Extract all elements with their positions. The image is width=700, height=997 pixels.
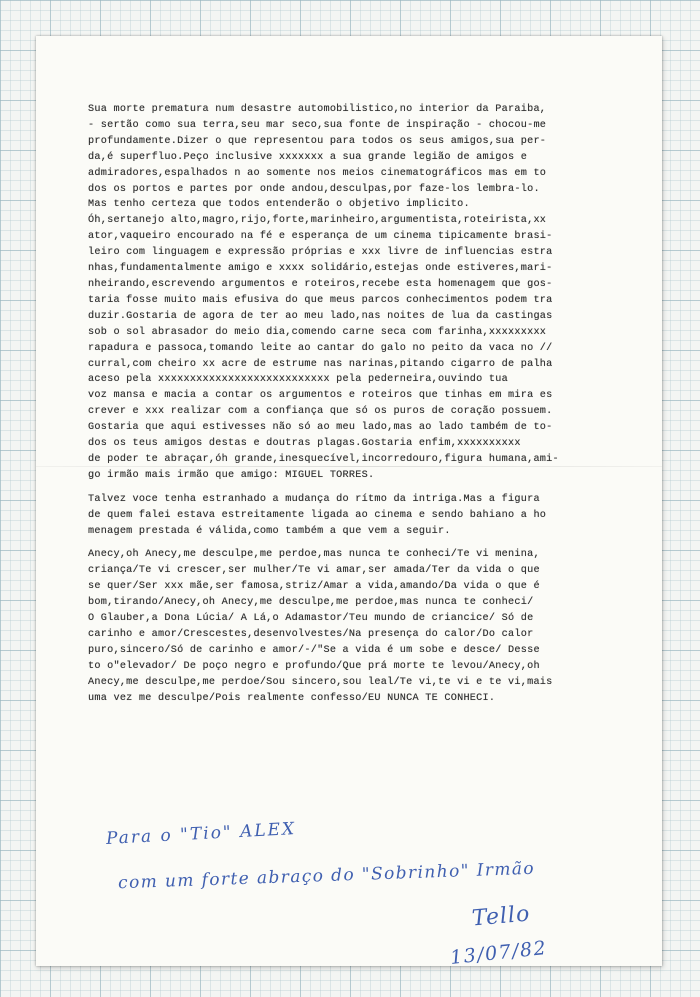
- text-line: admiradores,espalhados n ao somente nos meios cinematográficos mas em to: [88, 167, 547, 179]
- text-line: go irmão mais irmão que amigo: MIGUEL TORRES.: [88, 469, 375, 481]
- text-line: dos os portos e partes por onde andou,desculpas,por faze-los lembra-lo.: [88, 183, 540, 195]
- text-line: voz mansa e macia a contar os argumentos e roteiros que tinhas em mira es: [88, 390, 553, 402]
- text-line: de poder te abraçar,óh grande,inesquecível,incorredouro,figura humana,ami-: [88, 453, 559, 465]
- text-line: Óh,sertanejo alto,magro,rijo,forte,marinheiro,argumentista,roteirista,xx: [88, 215, 547, 227]
- paragraph-tribute-miguel-torres: [88, 102, 648, 484]
- paragraph-gap: [88, 539, 648, 547]
- text-line: Sua morte prematura num desastre automobilistico,no interior da Paraiba,: [88, 104, 547, 115]
- handwritten-dedication-line-2: com um forte abraço do "Sobrinho" Irmão: [117, 858, 536, 894]
- text-line: se quer/Ser xxx mãe,ser famosa,striz/Amar a vida,amando/Da vida o que é: [88, 581, 540, 593]
- paragraph-transition: [88, 492, 648, 540]
- letter-sheet: [36, 36, 662, 970]
- text-line: profundamente.Dizer o que representou para todos os seus amigos,sua per-: [88, 135, 547, 147]
- text-line: Mas tenho certeza que todos entenderão o objetivo implicito.: [88, 199, 470, 211]
- text-line: puro,sincero/Só de carinho e amor/-/"Se a vida é um sobe e desce/ Desse: [88, 644, 540, 656]
- handwritten-dedication-line-1: Para o "Tio" ALEX: [105, 819, 297, 849]
- text-line: ator,vaqueiro encourado na fé e esperança de um cinema tipicamente brasi-: [88, 231, 553, 243]
- text-line: taria fosse muito mais efusiva do que meus parcos conhecimentos podem tra: [88, 294, 553, 306]
- text-line: uma vez me desculpe/Pois realmente confesso/EU NUNCA TE CONHECI.: [88, 692, 496, 704]
- text-line: - sertão como sua terra,seu mar seco,sua fonte de inspiração - chocou-me: [88, 119, 547, 131]
- text-line: carinho e amor/Crescestes,desenvolvestes/Na presença do calor/Do calor: [88, 629, 534, 640]
- text-line: to o"elevador/ De poço negro e profundo/Que prá morte te levou/Anecy,oh: [88, 660, 540, 672]
- text-line: nhas,fundamentalmente amigo e xxxx solidário,estejas onde estiveres,mari-: [88, 263, 553, 275]
- text-line: Anecy,me desculpe,me perdoe/Sou sincero,sou leal/Te vi,te vi e te vi,mais: [88, 676, 553, 688]
- text-line: crever e xxx realizar com a confiança que só os puros de coração possuem.: [88, 406, 553, 418]
- text-line: Talvez voce tenha estranhado a mudança do rítmo da intriga.Mas a figura: [88, 493, 540, 505]
- text-line: de quem falei estava estreitamente ligada ao cinema e sendo bahiano a ho: [88, 509, 547, 521]
- text-line: criança/Te vi crescer,ser mulher/Te vi amar,ser amada/Ter da vida o que: [88, 565, 540, 577]
- paragraph-poem-anecy: [88, 547, 648, 706]
- text-line: duzir.Gostaria de agora de ter ao meu lado,nas noites de lua da castingas: [88, 310, 553, 322]
- text-line: bom,tirando/Anecy,oh Anecy,me desculpe,me perdoe,mas nunca te conheci/: [88, 597, 534, 609]
- text-line: menagem prestada é válida,como também a que vem a seguir.: [88, 525, 451, 537]
- text-line: nheirando,escrevendo argumentos e roteiros,recebe esta homenagem que gos-: [88, 278, 553, 290]
- text-line: rapadura e passoca,tomando leite ao cantar do galo no peito da vaca no //: [88, 342, 553, 354]
- text-line: O Glauber,a Dona Lúcia/ A Lá,o Adamastor/Teu mundo de criancice/ Só de: [88, 613, 534, 625]
- text-line: Gostaria que aqui estivesses não só ao meu lado,mas ao lado também de to-: [88, 422, 553, 434]
- text-line: da,é superfluo.Peço inclusive xxxxxxx a sua grande legião de amigos e: [88, 151, 528, 163]
- typewritten-text: [88, 102, 648, 707]
- text-line: curral,com cheiro xx acre de estrume nas narinas,pitando cigarro de palha: [88, 358, 553, 370]
- handwritten-signature: Tello: [471, 901, 532, 932]
- text-line: sob o sol abrasador do meio dia,comendo carne seca com farinha,xxxxxxxxx: [88, 326, 547, 338]
- text-line: leiro com linguagem e expressão próprias e xxx livre de influencias estra: [88, 247, 553, 259]
- text-line: dos os teus amigos destas e doutras plagas.Gostaria enfim,xxxxxxxxxx: [88, 438, 521, 450]
- handwritten-date: 13/07/82: [449, 936, 549, 970]
- text-line: Anecy,oh Anecy,me desculpe,me perdoe,mas nunca te conheci/Te vi menina,: [88, 549, 540, 561]
- text-line: aceso pela xxxxxxxxxxxxxxxxxxxxxxxxxxx pela pederneira,ouvindo tua: [88, 374, 508, 386]
- paragraph-gap: [88, 484, 648, 492]
